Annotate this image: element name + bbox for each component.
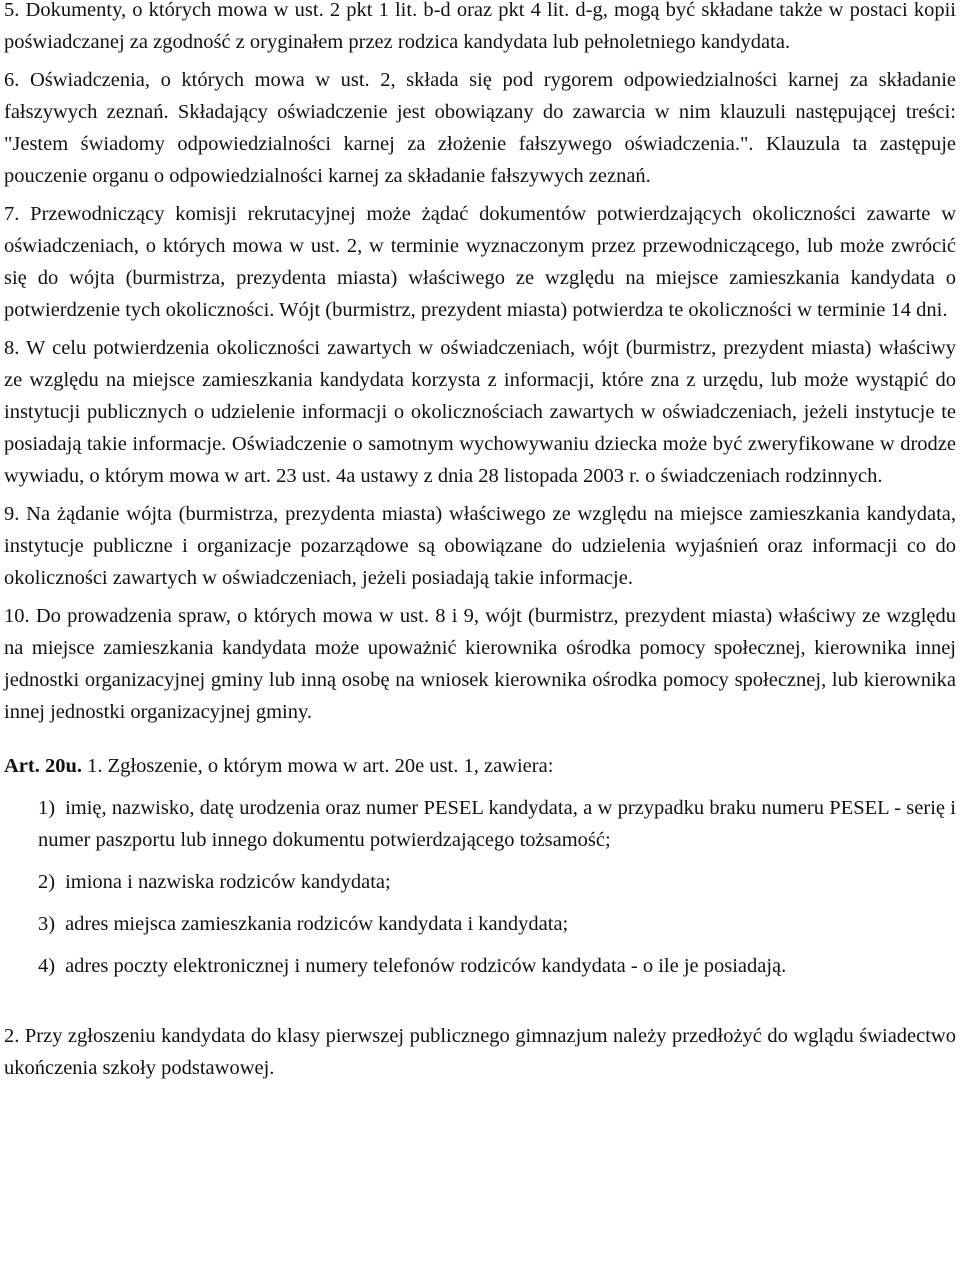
list-item-number: 3) xyxy=(38,913,56,935)
paragraph-8: 8. W celu potwierdzenia okoliczności zawartych w oświadczeniach, wójt (burmistrz, prezydent miasta) właściwy ze względu na miejsce zamieszkania kandydata korzysta z informacji, które zna z urzędu, lub może wystąpić do instytucji publicznych o udzielenie informacji o okolicznościach zawartych w oświadczeniach, jeżeli instytucje te posiadają takie informacje. Oświadczenie o samotnym wychowywaniu dziecka może być zweryfikowane w drodze wywiadu, o którym mowa w art. 23 ust. 4a ustawy z dnia 28 listopada 2003 r. o świadczeniach rodzinnych. xyxy=(4,337,956,487)
list-item-number: 2) xyxy=(38,871,56,893)
paragraph-7: 7. Przewodniczący komisji rekrutacyjnej może żądać dokumentów potwierdzających okoliczności zawarte w oświadczeniach, o których mowa w ust. 2, w terminie wyznaczonym przez przewodniczącego, lub może zwrócić się do wójta (burmistrza, prezydenta miasta) właściwego ze względu na miejsce zamieszkania kandydata o potwierdzenie tych okoliczności. Wójt (burmistrz, prezydent miasta) potwierdza te okoliczności w terminie 14 dni. xyxy=(4,203,956,321)
paragraph-5: 5. Dokumenty, o których mowa w ust. 2 pkt 1 lit. b-d oraz pkt 4 lit. d-g, mogą być składane także w postaci kopii poświadczanej za zgodność z oryginałem przez rodzica kandydata lub pełnoletniego kandydata. xyxy=(4,0,956,53)
list-item xyxy=(4,866,956,898)
list-item xyxy=(4,950,956,982)
article-heading xyxy=(4,750,956,782)
list-item-text: imię, nazwisko, datę urodzenia oraz numer PESEL kandydata, a w przypadku braku numeru PESEL - serię i numer paszportu lub innego dokumentu potwierdzającego tożsamość; xyxy=(38,797,956,851)
paragraph-6: 6. Oświadczenia, o których mowa w ust. 2, składa się pod rygorem odpowiedzialności karnej za składanie fałszywych zeznań. Składający oświadczenie jest obowiązany do zawarcia w nim klauzuli następującej treści: "Jestem świadomy odpowiedzialności karnej za złożenie fałszywego oświadczenia.". Klauzula ta zastępuje pouczenie organu o odpowiedzialności karnej za składanie fałszywych zeznań. xyxy=(4,69,956,187)
list-item-number: 1) xyxy=(38,797,56,819)
list-item-number: 4) xyxy=(38,955,56,977)
article-intro: 1. Zgłoszenie, o którym mowa w art. 20e ust. 1, zawiera: xyxy=(87,755,554,777)
paragraph-9: 9. Na żądanie wójta (burmistrza, prezydenta miasta) właściwego ze względu na miejsce zamieszkania kandydata, instytucje publiczne i organizacje pozarządowe są obowiązane do udzielenia wyjaśnień oraz informacji co do okoliczności zawartych w oświadczeniach, jeżeli posiadają takie informacje. xyxy=(4,503,956,589)
list-item xyxy=(4,908,956,940)
list-item xyxy=(4,792,956,856)
list-item-text: imiona i nazwiska rodziców kandydata; xyxy=(65,871,391,893)
document-page xyxy=(4,0,956,1084)
article-item-list xyxy=(4,792,956,982)
article-label: Art. 20u. xyxy=(4,755,83,777)
article-closing-paragraph: 2. Przy zgłoszeniu kandydata do klasy pierwszej publicznego gimnazjum należy przedłożyć do wglądu świadectwo ukończenia szkoły podstawowej. xyxy=(4,1025,956,1079)
paragraph-10: 10. Do prowadzenia spraw, o których mowa w ust. 8 i 9, wójt (burmistrz, prezydent miasta) właściwy ze względu na miejsce zamieszkania kandydata może upoważnić kierownika ośrodka pomocy społecznej, kierownika innej jednostki organizacyjnej gminy lub inną osobę na wniosek kierownika ośrodka pomocy społecznej, lub kierownika innej jednostki organizacyjnej gminy. xyxy=(4,605,956,723)
list-item-text: adres miejsca zamieszkania rodziców kandydata i kandydata; xyxy=(65,913,569,935)
list-item-text: adres poczty elektronicznej i numery telefonów rodziców kandydata - o ile je posiadają. xyxy=(65,955,787,977)
